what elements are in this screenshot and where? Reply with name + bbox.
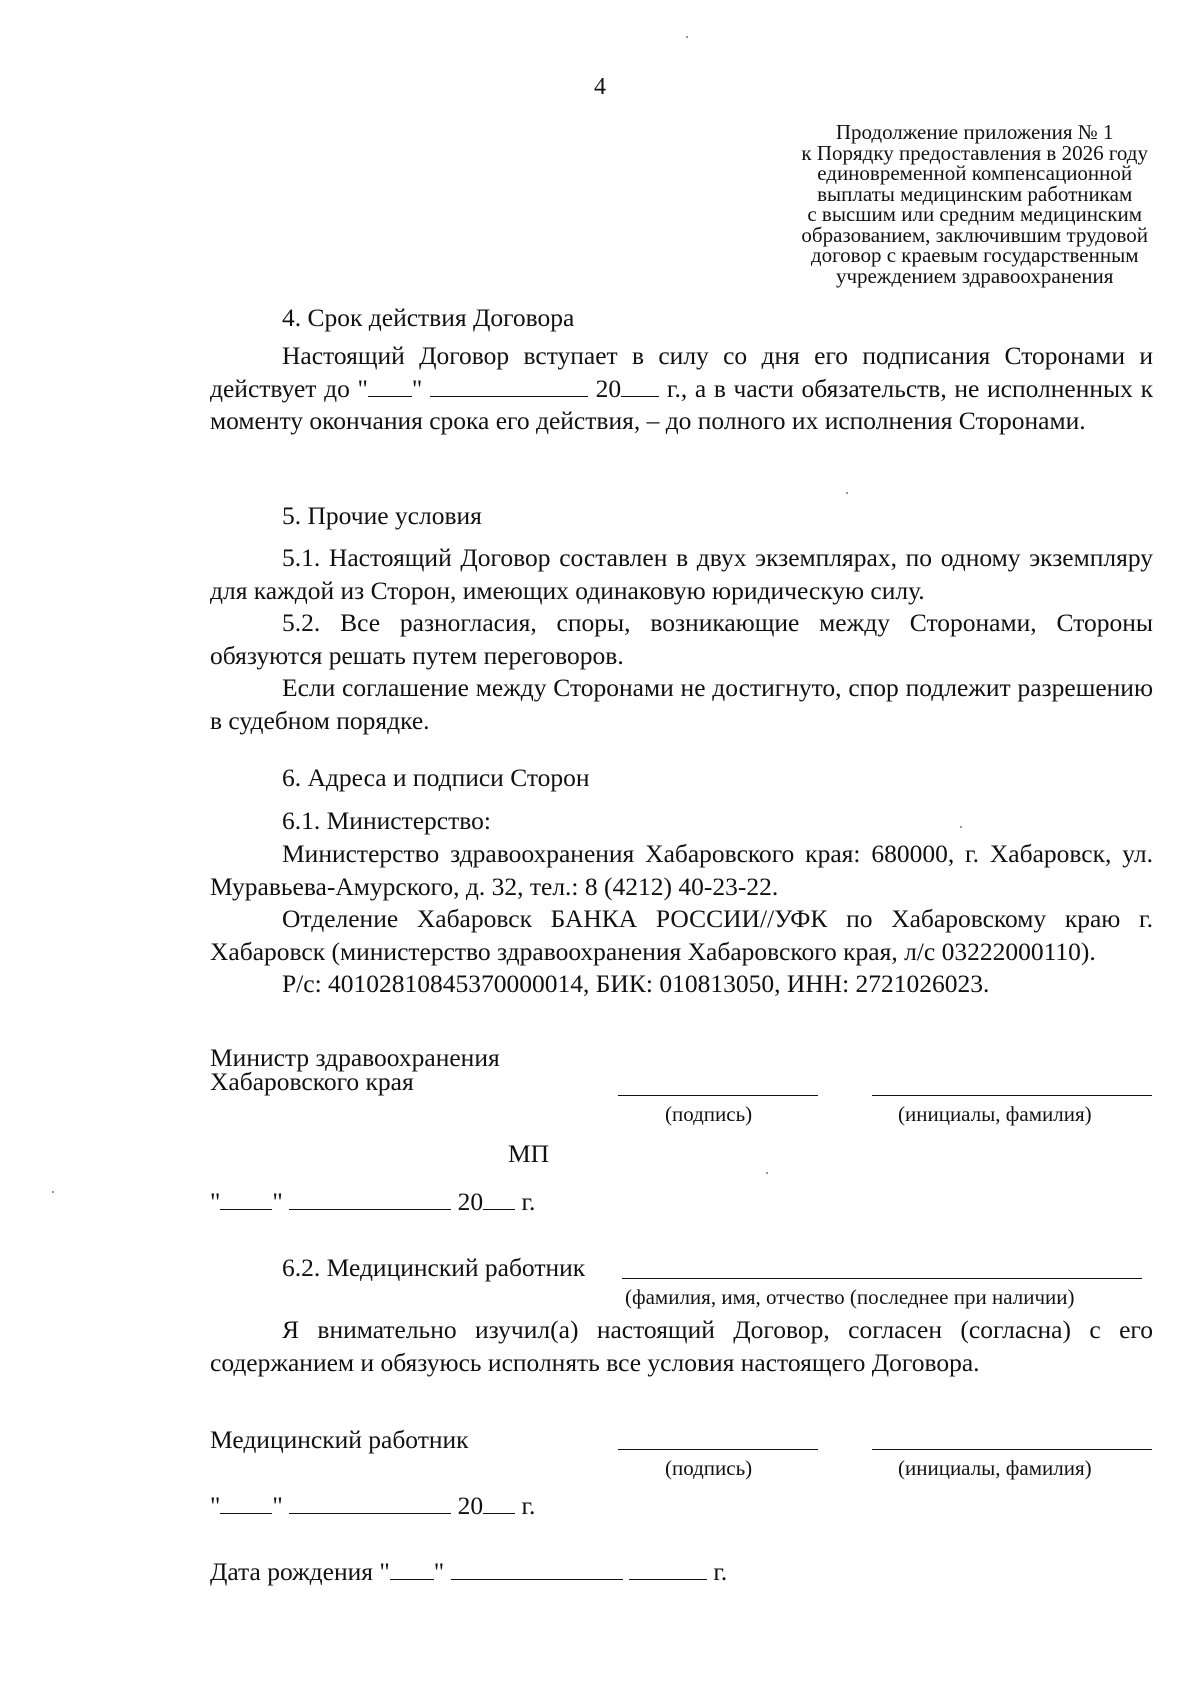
scan-speck: [846, 492, 848, 494]
date-month-blank[interactable]: [289, 1187, 451, 1210]
date-day-blank[interactable]: [220, 1491, 272, 1514]
scan-speck: [52, 1191, 54, 1193]
date-month-blank[interactable]: [289, 1491, 451, 1514]
clause-6-1-title: 6.1. Министерство:: [282, 806, 491, 835]
worker-name-line[interactable]: [622, 1278, 1142, 1279]
worker-signature-caption: (подпись): [665, 1456, 753, 1480]
birth-year-blank[interactable]: [629, 1557, 707, 1580]
scan-speck: [960, 826, 962, 828]
stamp-placeholder: МП: [508, 1139, 550, 1168]
appendix-header: [801, 122, 1148, 286]
page-number: 4: [594, 74, 606, 100]
ministry-address: Министерство здравоохранения Хабаровского края: 680000, г. Хабаровск, ул. Муравьева-Амурского, д. 32, тел.: 8 (4212) 40-23-22.: [210, 839, 1153, 901]
clause-5-1: 5.1. Настоящий Договор составлен в двух экземплярах, по одному экземпляру для каждой из Сторон, имеющих одинаковую юридическую силу.: [210, 543, 1153, 605]
section-4-paragraph: Настоящий Договор вступает в силу со дня его подписания Сторонами и действует до " " 20 г., а в части обязательств, не исполненных к моменту окончания срока его действия, – до полного их исполнения Сторонами.: [210, 341, 1153, 435]
header-line: выплаты медицинским работникам: [817, 181, 1133, 206]
section-6-title: 6. Адреса и подписи Сторон: [282, 763, 590, 792]
worker-signature-line[interactable]: [618, 1449, 818, 1450]
header-line: единовременной компенсационной: [817, 161, 1133, 185]
scan-speck: [686, 36, 688, 38]
worker-initials-line[interactable]: [872, 1449, 1152, 1450]
minister-title: Министр здравоохранения Хабаровского края: [210, 1043, 500, 1096]
date-day-blank[interactable]: [220, 1187, 272, 1210]
scan-speck: [766, 1172, 768, 1174]
section-4-title: 4. Срок действия Договора: [282, 303, 575, 332]
date-year-blank[interactable]: [483, 1491, 515, 1514]
header-line: к Порядку предоставления в 2026 году: [801, 140, 1148, 165]
birth-day-blank[interactable]: [390, 1557, 434, 1580]
clause-5-2: 5.2. Все разногласия, споры, возникающие между Сторонами, Стороны обязуются решать путем переговоров.: [210, 608, 1153, 670]
month-blank: [430, 374, 588, 397]
minister-signature-line[interactable]: [618, 1095, 818, 1096]
worker-name-caption: (фамилия, имя, отчество (последнее при наличии): [625, 1285, 1075, 1309]
section-5-title: 5. Прочие условия: [282, 501, 482, 530]
acknowledgement: Я внимательно изучил(а) настоящий Договор, согласен (согласна) с его содержанием и обязуюсь исполнять все условия настоящего Договора.: [210, 1315, 1153, 1377]
header-line: образованием, заключившим трудовой: [801, 222, 1148, 247]
header-line: учреждением здравоохранения: [835, 263, 1114, 288]
worker-initials-caption: (инициалы, фамилия): [898, 1456, 1092, 1480]
date-year-blank[interactable]: [483, 1187, 515, 1210]
birth-date: Дата рождения " " г.: [210, 1557, 728, 1586]
birth-month-blank[interactable]: [451, 1557, 623, 1580]
header-line: договор с краевым государственным: [810, 243, 1139, 267]
minister-date: " " 20 г.: [210, 1187, 536, 1216]
ministry-account: Р/с: 40102810845370000014, БИК: 010813050, ИНН: 2721026023.: [282, 969, 990, 998]
minister-name-line[interactable]: [872, 1095, 1152, 1096]
name-caption: (инициалы, фамилия): [898, 1102, 1092, 1126]
worker-date: " " 20 г.: [210, 1491, 536, 1520]
clause-6-2-title: 6.2. Медицинский работник: [282, 1253, 586, 1282]
worker-signer-label: Медицинский работник: [210, 1425, 469, 1454]
year-blank: [621, 374, 659, 397]
day-blank: [368, 374, 412, 397]
header-line: Продолжение приложения № 1: [835, 120, 1114, 144]
clause-5-3: Если соглашение между Сторонами не достигнуто, спор подлежит разрешению в судебном порядке.: [210, 673, 1153, 735]
header-line: с высшим или средним медицинским: [807, 202, 1143, 226]
signature-caption: (подпись): [665, 1102, 753, 1126]
ministry-bank-details: Отделение Хабаровск БАНКА РОССИИ//УФК по Хабаровскому краю г. Хабаровск (министерство здравоохранения Хабаровского края, л/с 03222000110).: [210, 904, 1153, 966]
